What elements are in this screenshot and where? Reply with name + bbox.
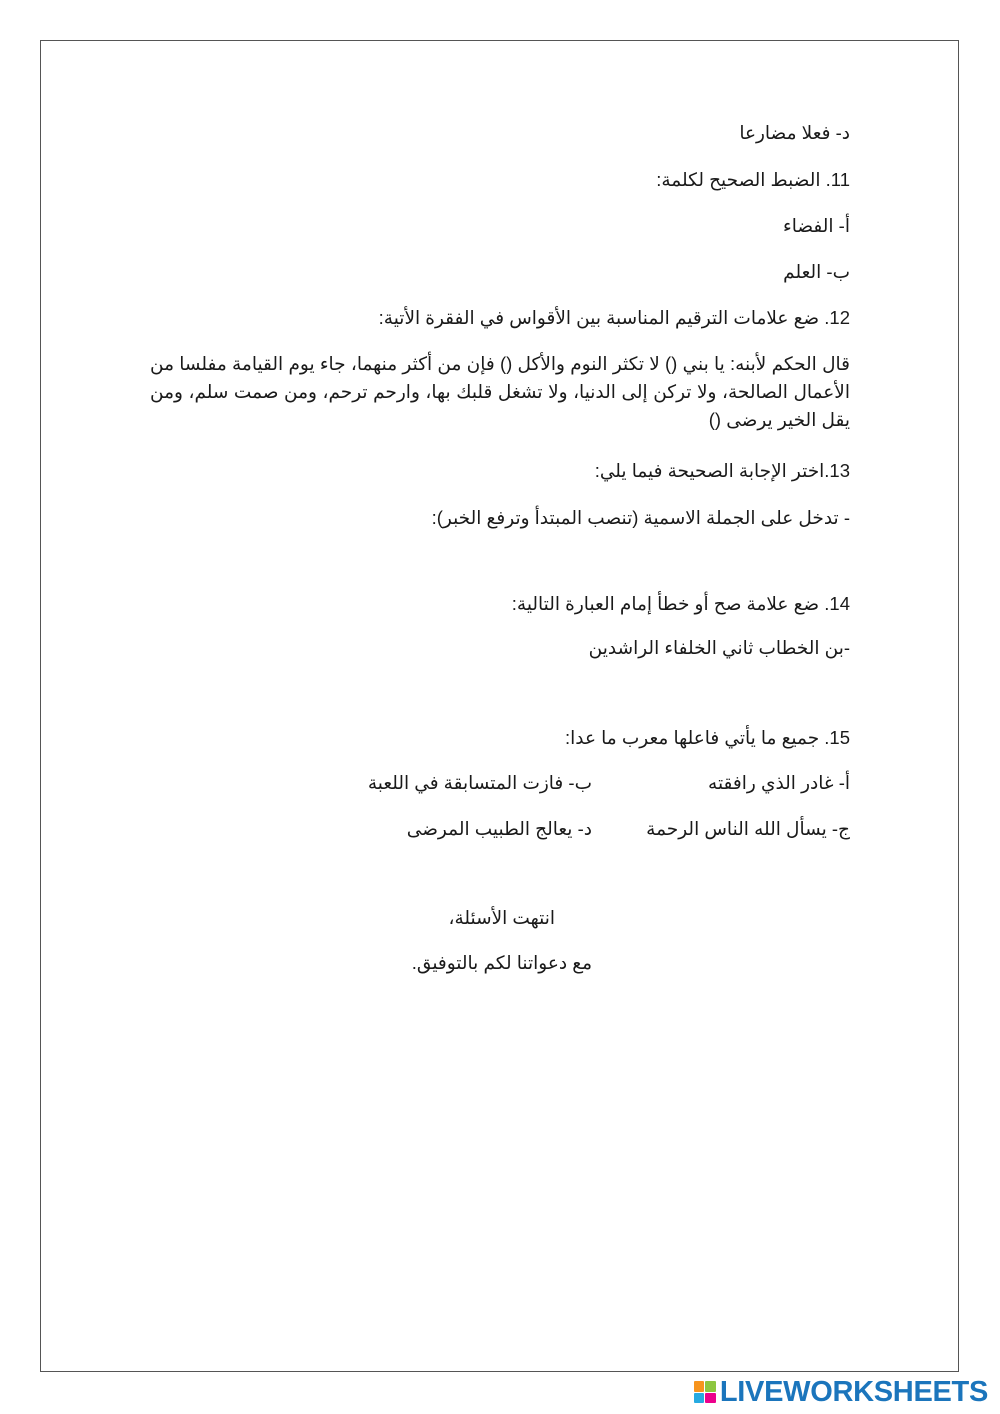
- question-11: 11. الضبط الصحيح لكلمة:: [656, 169, 850, 190]
- question-15-option-b: ب- فازت المتسابقة في اللعبة: [367, 772, 592, 793]
- brand-name: LIVEWORKSHEETS: [719, 1375, 988, 1408]
- question-12: 12. ضع علامات الترقيم المناسبة بين الأقواس في الفقرة الأتية:: [378, 307, 850, 328]
- question-15-option-c: ج- يسأل الله الناس الرحمة: [646, 818, 850, 839]
- option-d-text: د- فعلا مضارعا: [739, 122, 850, 143]
- closing-line-2: مع دعواتنا لكم بالتوفيق.: [411, 952, 592, 973]
- question-15-option-a: أ- غادر الذي رافقته: [708, 772, 850, 793]
- liveworksheets-logo-icon: [694, 1381, 716, 1403]
- question-15: 15. جميع ما يأتي فاعلها معرب ما عدا:: [565, 727, 850, 748]
- page-frame: [40, 40, 959, 1372]
- question-15-option-d: د- يعالج الطبيب المرضى: [406, 818, 592, 839]
- question-14: 14. ضع علامة صح أو خطأ إمام العبارة التالية:: [511, 593, 850, 614]
- question-12-paragraph: قال الحكم لأبنه: يا بني () لا تكثر النوم والأكل () فإن من أكثر منهما، جاء يوم القيامة مفلسا من الأعمال الصالحة، ولا تركن إلى الدنيا، ولا تشغل قلبك بها، وارحم ترحم، ومن صمت سلم، ومن يقل الخير يرضى (): [150, 353, 850, 430]
- question-11-option-a: أ- الفضاء: [783, 215, 850, 236]
- liveworksheets-logo[interactable]: [694, 1375, 988, 1409]
- question-13-item: - تدخل على الجملة الاسمية (تنصب المبتدأ وترفع الخبر):: [431, 507, 850, 528]
- question-13: 13.اختر الإجابة الصحيحة فيما يلي:: [594, 460, 850, 481]
- question-11-option-b: ب- العلم: [783, 261, 850, 282]
- closing-line-1: انتهت الأسئلة،: [448, 907, 555, 928]
- question-14-item: -بن الخطاب ثاني الخلفاء الراشدين: [588, 637, 850, 658]
